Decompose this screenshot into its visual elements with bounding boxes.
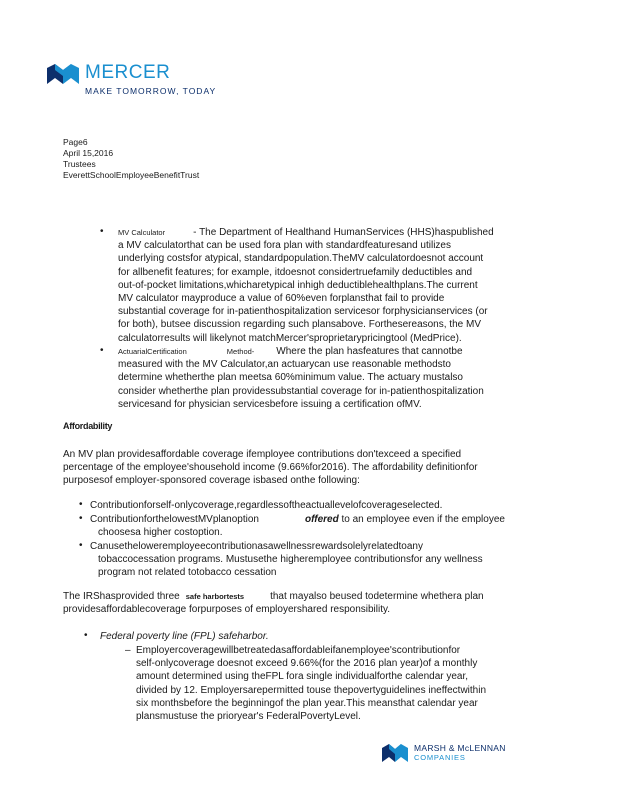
bullet-line: for both), butsee discussion regarding such plansabove. Forthesereasons, the MV (118, 319, 481, 331)
affordability-bullet (90, 499, 550, 512)
paragraph-text: that mayalso beused todetermine whethera plan (270, 591, 484, 602)
bullet-line: MV calculator mayproduce a value of 60%even forplansthat fail to provide (118, 293, 445, 305)
bullet-dot: • (79, 513, 83, 524)
bullet-line: choosesa higher costoption. (98, 527, 223, 539)
bullet-line: substantial coverage for in-patienthospitalization servicesor forphysicianservices (or (118, 306, 488, 318)
bullet-line: determine whetherthe plan meetsa 60%minimum value. The actuary mustalso (118, 372, 463, 384)
organization: EverettSchoolEmployeeBenefitTrust (63, 170, 200, 180)
affordability-intro (63, 448, 543, 488)
affordability-bullet (90, 540, 550, 580)
bullet-line: out-of-pocket limitations,whicharetypical inhigh deductiblehealthplans.The current (118, 279, 478, 291)
mmc-mark-icon (382, 744, 408, 762)
paragraph-line: purposesof employer-sponsored coverage isbased onthe following: (63, 475, 360, 487)
bullet-line: The Department of Healthand HumanServices (HHS)haspublished (199, 227, 494, 238)
bullet-sep: - (193, 227, 197, 238)
paragraph-line: An MV plan providesaffordable coverage ifemployee contributions don'texceed a specified (63, 449, 462, 460)
paragraph-text: The IRShasprovided three (63, 591, 180, 602)
bullet-line: measured with the MV Calculator,an actuarycan use reasonable methodsto (118, 359, 451, 371)
emphasis-offered: offered (305, 514, 339, 525)
bullet-line: ContributionforthelowestMVplanoption (90, 514, 259, 525)
actuarial-certification-item (118, 345, 538, 411)
affordability-bullet (90, 513, 550, 539)
bullet-line: program not related totobacco cessation (98, 567, 277, 579)
letter-header (63, 137, 199, 181)
paragraph-line: Employercoveragewillbetreatedasaffordableifanemployee'scontributionfor (136, 645, 461, 656)
bullet-term: MV Calculator (118, 228, 166, 237)
brand-name: MERCER (85, 62, 171, 83)
mv-calculator-item (118, 226, 538, 345)
paragraph-line: self-onlycoverage doesnot exceed 9.66%(for the 2016 plan year)of a monthly (136, 658, 478, 670)
bullet-dot: • (79, 540, 83, 551)
paragraph-line: percentage of the employee'shousehold income (9.66%for2016). The affordability definitionfor (63, 462, 478, 474)
bullet-dot: • (84, 630, 88, 641)
bullet-line: underlying costsfor atypical, standardpopulation.TheMV calculatordoesnot account (118, 253, 484, 265)
bullet-line: a MV calculatorthat can be used fora plan with standardfeaturesand utilizes (118, 240, 451, 252)
bullet-line: Canusetheloweremployeecontributionasawellnessrewardsolelyrelatedtoany (90, 541, 423, 552)
page-number: Page6 (63, 137, 88, 147)
bullet-line: servicesand for physician servicesbefore issuing a certification ofMV. (118, 398, 422, 410)
bullet-line: Contributionforself-onlycoverage,regardlessoftheactuallevelofcoverageselected. (90, 500, 443, 511)
fpl-details (136, 644, 546, 723)
brand-tagline: MAKE TOMORROW, TODAY (85, 86, 217, 96)
bullet-line: consider whetherthe plan providessubstantial coverage for in-patienthospitalization (118, 385, 484, 397)
bullet-dot: • (100, 345, 104, 356)
fpl-title: Federal poverty line (FPL) safeharbor. (100, 631, 269, 642)
bullet-line: calculatorresults will likelynot matchMercer'sproprietarypricingtool (MedPrice). (118, 332, 462, 344)
bullet-dot: • (79, 499, 83, 510)
bullet-line: to an employee even if the employee (341, 514, 505, 525)
paragraph-line: plansmustuse the prioryear's FederalPovertyLevel. (136, 711, 361, 723)
mmc-name: MARSH & McLENNAN (414, 743, 506, 753)
dash-marker: – (125, 645, 131, 656)
recipient: Trustees (63, 159, 96, 169)
bullet-term: ActuarialCertification (118, 347, 187, 356)
section-heading: Affordability (63, 421, 113, 431)
safe-harbor-term: safe harbortests (185, 592, 245, 601)
safe-harbor-intro (63, 590, 553, 616)
mercer-logo (47, 60, 247, 100)
paragraph-line: divided by 12. Employersarepermitted touse thepovertyguidelines ineffectwithin (136, 684, 487, 696)
mmc-logo (382, 742, 542, 766)
paragraph-line: providesaffordablecoverage forpurposes of employershared responsibility. (63, 604, 391, 616)
bullet-line: tobaccocessation programs. Mustusethe higheremployee contributionsfor any wellness (98, 554, 483, 566)
paragraph-line: six monthsbefore the beginningof the plan year.This meansthat calendar year (136, 697, 478, 709)
bullet-line: Where the plan hasfeatures that cannotbe (276, 346, 463, 357)
bullet-line: for allbenefit features; for example, itdoesnot considertruefamily deductibles and (118, 266, 473, 278)
paragraph-line: amount determined using theFPL fora single individualforthe calendar year, (136, 671, 469, 683)
bullet-sep: Method- (226, 347, 255, 356)
mercer-mark-icon (47, 64, 79, 84)
bullet-dot: • (100, 226, 104, 237)
letter-date: April 15,2016 (63, 148, 114, 158)
mmc-sub: COMPANIES (414, 753, 466, 762)
